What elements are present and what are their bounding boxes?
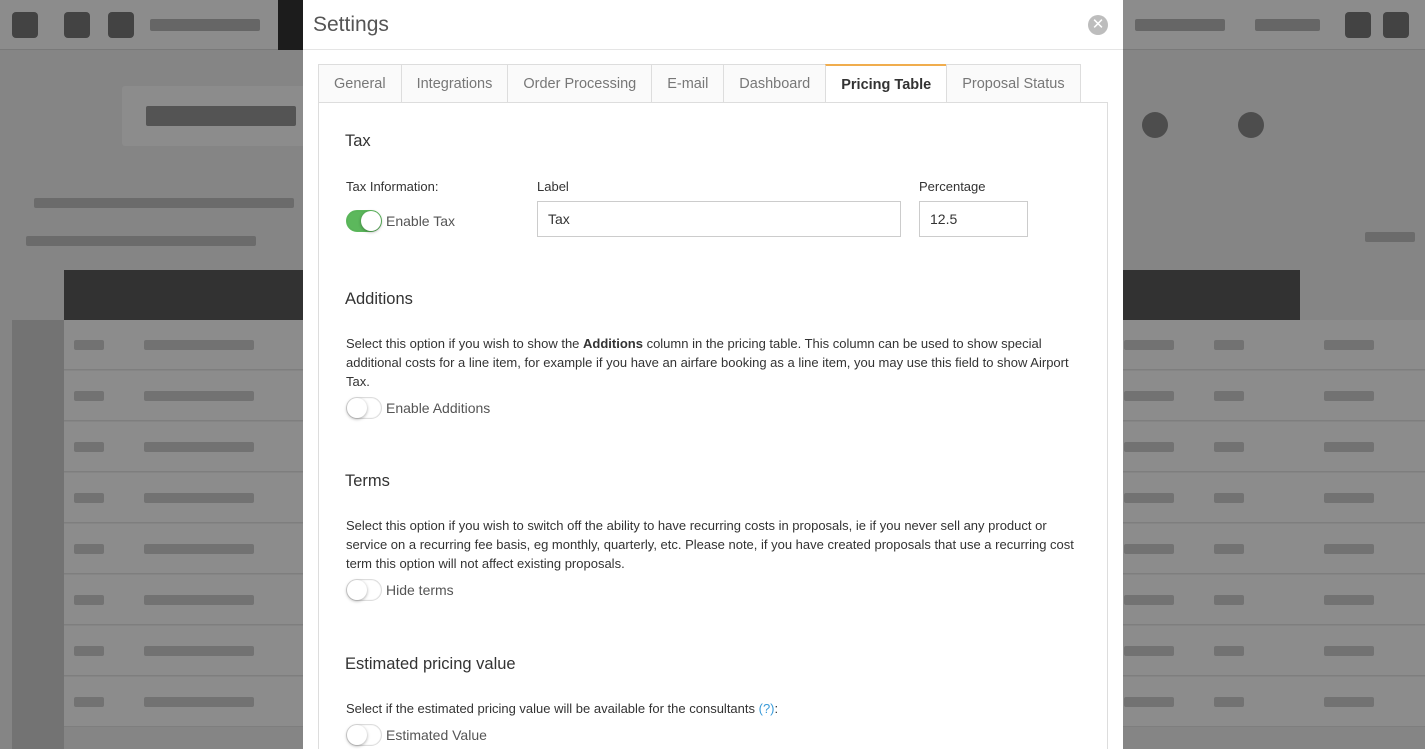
tab-general[interactable]: General	[318, 64, 401, 103]
settings-tabs	[318, 64, 1081, 103]
tab-email[interactable]: E-mail	[651, 64, 723, 103]
enable-additions-toggle[interactable]	[346, 397, 490, 419]
settings-modal	[303, 0, 1123, 749]
tax-percentage-input[interactable]	[919, 201, 1028, 237]
tab-integrations[interactable]: Integrations	[401, 64, 508, 103]
enable-tax-label: Enable Tax	[386, 213, 456, 229]
hide-terms-toggle[interactable]	[346, 579, 454, 601]
estimated-pricing-description: Select if the estimated pricing value will be available for the consultants (?):	[346, 701, 779, 716]
modal-title: Settings	[313, 13, 389, 36]
estimated-pricing-help-link[interactable]: (?)	[758, 701, 775, 716]
enable-tax-toggle[interactable]	[346, 210, 455, 232]
estimated-pricing-section-title: Estimated pricing value	[345, 655, 516, 673]
tab-pricing-table[interactable]: Pricing Table	[825, 64, 946, 103]
tax-section-title: Tax	[345, 132, 371, 150]
additions-section-title: Additions	[345, 290, 413, 308]
enable-additions-label: Enable Additions	[386, 400, 491, 416]
tax-label-input[interactable]	[537, 201, 901, 237]
hide-terms-label: Hide terms	[386, 582, 454, 598]
tax-information-label: Tax Information:	[346, 179, 439, 194]
tab-order-processing[interactable]: Order Processing	[507, 64, 651, 103]
pricing-table-panel	[318, 102, 1108, 749]
terms-description: Select this option if you wish to switch off the ability to have recurring costs in proposals, ie if you never sell any product or service on a recurring fee basis, eg monthly, quarterly, etc. Please note, if you have created proposals that use a recurring cost term this option will not affect existing proposals.	[346, 518, 1074, 571]
tab-dashboard[interactable]: Dashboard	[723, 64, 825, 103]
hide-terms-switch[interactable]	[346, 579, 382, 601]
close-icon[interactable]: ✕	[1088, 15, 1108, 35]
enable-additions-switch[interactable]	[346, 397, 382, 419]
modal-header	[303, 0, 1123, 50]
terms-section-title: Terms	[345, 472, 390, 490]
estimated-value-switch[interactable]	[346, 724, 382, 746]
enable-tax-switch[interactable]	[346, 210, 382, 232]
additions-description: Select this option if you wish to show the Additions column in the pricing table. This column can be used to show special additional costs for a line item, for example if you have an airfare booking as a line item, you may use this field to show Airport Tax.	[346, 336, 1069, 389]
tax-label-caption: Label	[537, 179, 569, 194]
estimated-value-label: Estimated Value	[386, 727, 487, 743]
tax-percentage-caption: Percentage	[919, 179, 986, 194]
tab-proposal-status[interactable]: Proposal Status	[946, 64, 1080, 103]
estimated-value-toggle[interactable]	[346, 724, 487, 746]
